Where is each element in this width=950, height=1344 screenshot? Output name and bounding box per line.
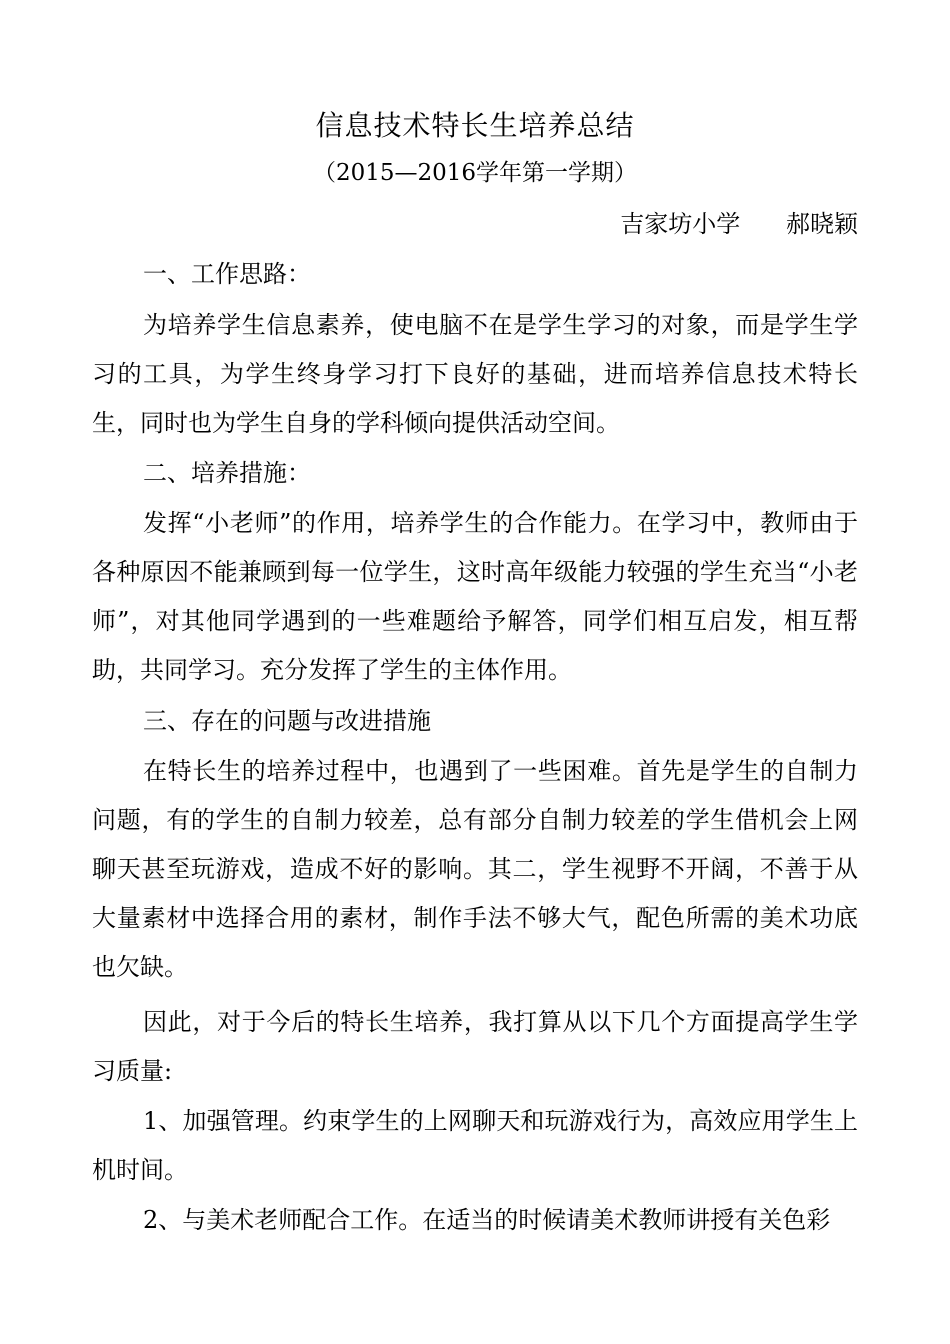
section-heading-measures: 二、培养措施： xyxy=(143,459,311,487)
document-subtitle: （2015—2016学年第一学期） xyxy=(312,160,638,186)
paragraph-problems: 在特长生的培养过程中，也遇到了一些困难。首先是学生的自制力问题，有的学生的自制力较差，总有部分自制力较差的学生借机会上网聊天甚至玩游戏，造成不好的影响。其二，学生视野不开阔，不善于从大量素材中选择合用的素材，制作手法不够大气，配色所需的美术功底也欠缺。 xyxy=(92,757,858,981)
paragraph-work-approach: 为培养学生信息素养，使电脑不在是学生学习的对象，而是学生学习的工具，为学生终身学习打下良好的基础，进而培养信息技术特长生，同时也为学生自身的学科倾向提供活动空间。 xyxy=(92,311,858,437)
section-heading-work-approach: 一、工作思路： xyxy=(143,260,311,288)
paragraph-plan-intro: 因此，对于今后的特长生培养，我打算从以下几个方面提高学生学习质量: xyxy=(92,1008,858,1085)
paragraph-plan-item-1: 1、加强管理。约束学生的上网聊天和玩游戏行为，高效应用学生上机时间。 xyxy=(92,1107,858,1184)
document-title: 信息技术特长生培养总结 xyxy=(315,109,635,142)
paragraph-plan-item-2: 2、与美术老师配合工作。在适当的时候请美术教师讲授有关色彩 xyxy=(143,1206,831,1234)
paragraph-measures: 发挥“小老师”的作用，培养学生的合作能力。在学习中，教师由于各种原因不能兼顾到每一位学生，这时高年级能力较强的学生充当“小老师”，对其他同学遇到的一些难题给予解答，同学们相互启发，相互帮助，共同学习。充分发挥了学生的主体作用。 xyxy=(92,509,858,684)
author-line: 吉家坊小学 郝晓颖 xyxy=(620,210,858,238)
section-heading-problems: 三、存在的问题与改进措施 xyxy=(143,707,431,735)
